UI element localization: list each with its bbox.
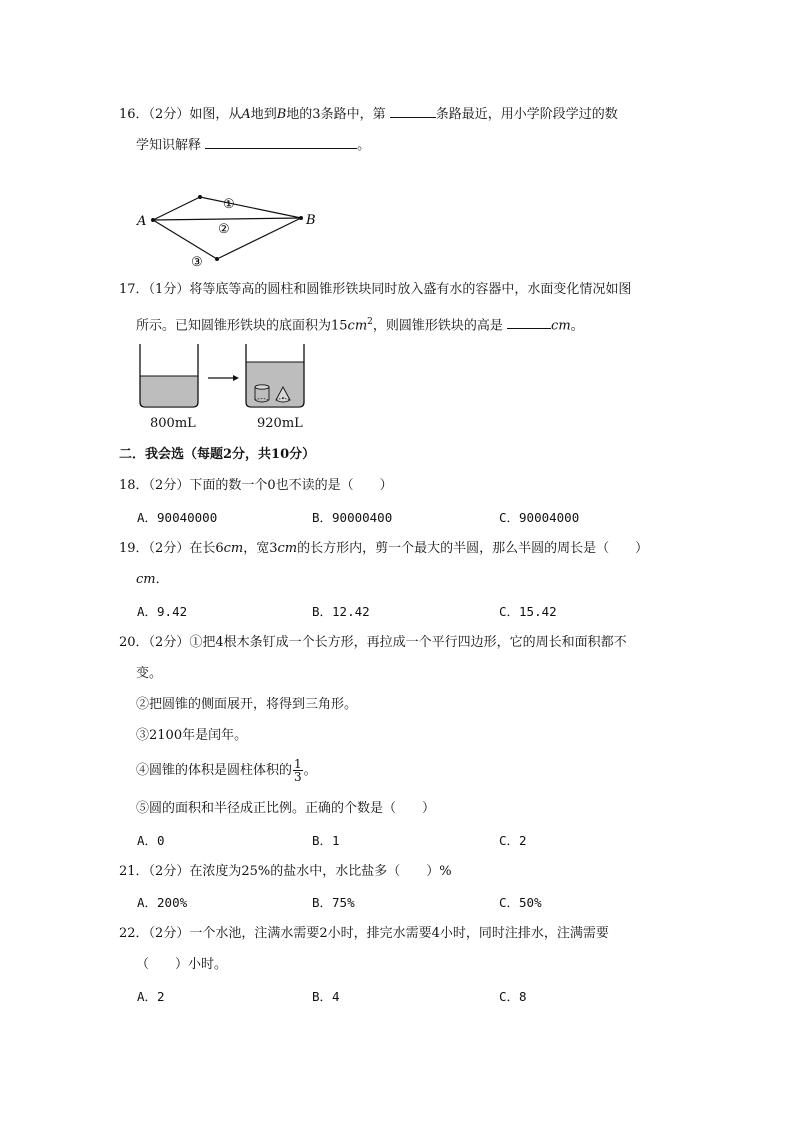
point-b-dot (299, 216, 303, 220)
unit-cm: cm (277, 541, 298, 556)
fraction-one-third (293, 758, 303, 783)
q16-answer-blank-1[interactable] (390, 104, 436, 118)
q16-text: 学知识解释 (136, 138, 202, 153)
q18-option-b[interactable]: B．90000400 (312, 510, 393, 525)
q20-statement-2: ②把圆锥的侧面展开，将得到三角形。 (136, 697, 358, 712)
unit-cm: cm (347, 318, 368, 334)
q19-stem-line1 (119, 540, 648, 558)
q22-option-a[interactable]: A．2 (137, 989, 165, 1004)
point-a-ref: A (241, 107, 251, 122)
q16-text: 。 (357, 138, 371, 153)
arrow-head-icon (233, 375, 239, 381)
q22-line1: 22．（2分）一个水池，注满水需要2小时，排完水需要4小时，同时注排水，注满需要 (119, 926, 609, 941)
fraction-numerator: 1 (294, 757, 302, 771)
unit-cm: cm (223, 541, 244, 556)
q16-route-figure (130, 188, 330, 270)
route-1-vertex (198, 195, 202, 199)
q19-text: 19．（2分）在长6 (119, 541, 224, 556)
q20-statement-3: ③2100年是闰年。 (136, 728, 248, 743)
q21-option-a[interactable]: A．200% (137, 895, 188, 910)
q16-text: 条路最近，用小学阶段学过的数 (435, 107, 618, 122)
q17-line1: 17．（1分）将等底等高的圆柱和圆锥形铁块同时放入盛有水的容器中，水面变化情况如图 (119, 282, 632, 297)
q21-stem: 21．（2分）在浓度为25%的盐水中，水比盐多（ ）% (119, 864, 452, 879)
q20-line2: 变。 (136, 666, 163, 681)
q17-answer-blank[interactable] (507, 315, 551, 329)
unit-exponent: 2 (367, 317, 373, 327)
q22-option-c[interactable]: C．8 (499, 989, 527, 1004)
q20-option-a[interactable]: A．0 (137, 833, 165, 848)
q17-line2 (136, 313, 584, 335)
q20-line1: 20．（2分）①把4根木条钉成一个长方形，再拉成一个平行四边形，它的周长和面积都不 (119, 635, 627, 650)
route-1-label: ① (223, 197, 235, 212)
label-a: A (137, 214, 147, 229)
q17-text: 。 (570, 318, 584, 334)
right-container-label: 920mL (257, 416, 303, 431)
route-1-segment-b (200, 197, 301, 218)
q20-statement-4 (136, 758, 317, 783)
fraction-denominator: 3 (294, 770, 302, 784)
left-container-label: 800mL (150, 416, 196, 431)
q20-option-b[interactable]: B．1 (312, 833, 340, 848)
q20-statement-5: ⑤圆的面积和半径成正比例。正确的个数是（ ） (136, 801, 436, 816)
q17-container-figure (135, 340, 315, 412)
q17-text: ，则圆锥形铁块的高是 (372, 318, 503, 334)
q19-text: 的长方形内，剪一个最大的半圆，那么半圆的周长是（ ） (297, 541, 649, 556)
q21-option-b[interactable]: B．75% (312, 895, 355, 910)
q20-text: 。 (303, 763, 317, 778)
q19-option-b[interactable]: B．12.42 (312, 604, 370, 619)
q16-line1 (119, 104, 618, 124)
q19-option-c[interactable]: C．15.42 (499, 604, 557, 619)
route-3-label: ③ (191, 255, 203, 270)
q22-line2: （ ）小时。 (136, 957, 228, 972)
q16-text: 16．（2分）如图，从 (119, 107, 242, 122)
unit-cm: cm (551, 318, 571, 334)
point-b-ref: B (276, 107, 287, 122)
route-2-label: ② (218, 222, 230, 237)
q16-text: 地到 (250, 107, 277, 122)
q19-stem-line2 (136, 571, 169, 589)
q16-text: 地的3条路中，第 (286, 107, 386, 122)
route-3-vertex (215, 257, 219, 261)
q18-option-a[interactable]: A．90040000 (137, 510, 218, 525)
q21-option-c[interactable]: C．50% (499, 895, 542, 910)
q18-option-c[interactable]: C．90004000 (499, 510, 580, 525)
route-3-segment-a (153, 220, 217, 259)
q16-answer-blank-2[interactable] (205, 135, 357, 149)
left-container-water (140, 376, 198, 406)
section-heading: 二．我会选（每题2分，共10分） (119, 447, 316, 462)
q20-text: ④圆锥的体积是圆柱体积的 (136, 763, 293, 778)
q19-text: ． (155, 572, 169, 587)
q19-text: ，宽3 (243, 541, 278, 556)
q17-text: 所示。已知圆锥形铁块的底面积为15 (136, 318, 348, 334)
q18-stem: 18．（2分）下面的数一个0也不读的是（ ） (119, 478, 393, 493)
q22-option-b[interactable]: B．4 (312, 989, 340, 1004)
q16-line2 (136, 135, 370, 155)
q19-option-a[interactable]: A．9.42 (137, 604, 188, 619)
q20-option-c[interactable]: C．2 (499, 833, 527, 848)
route-2-line (153, 218, 301, 220)
point-a-dot (151, 218, 155, 222)
label-b: B (306, 213, 316, 228)
unit-cm: cm (136, 572, 156, 587)
route-1-segment-a (153, 197, 200, 220)
